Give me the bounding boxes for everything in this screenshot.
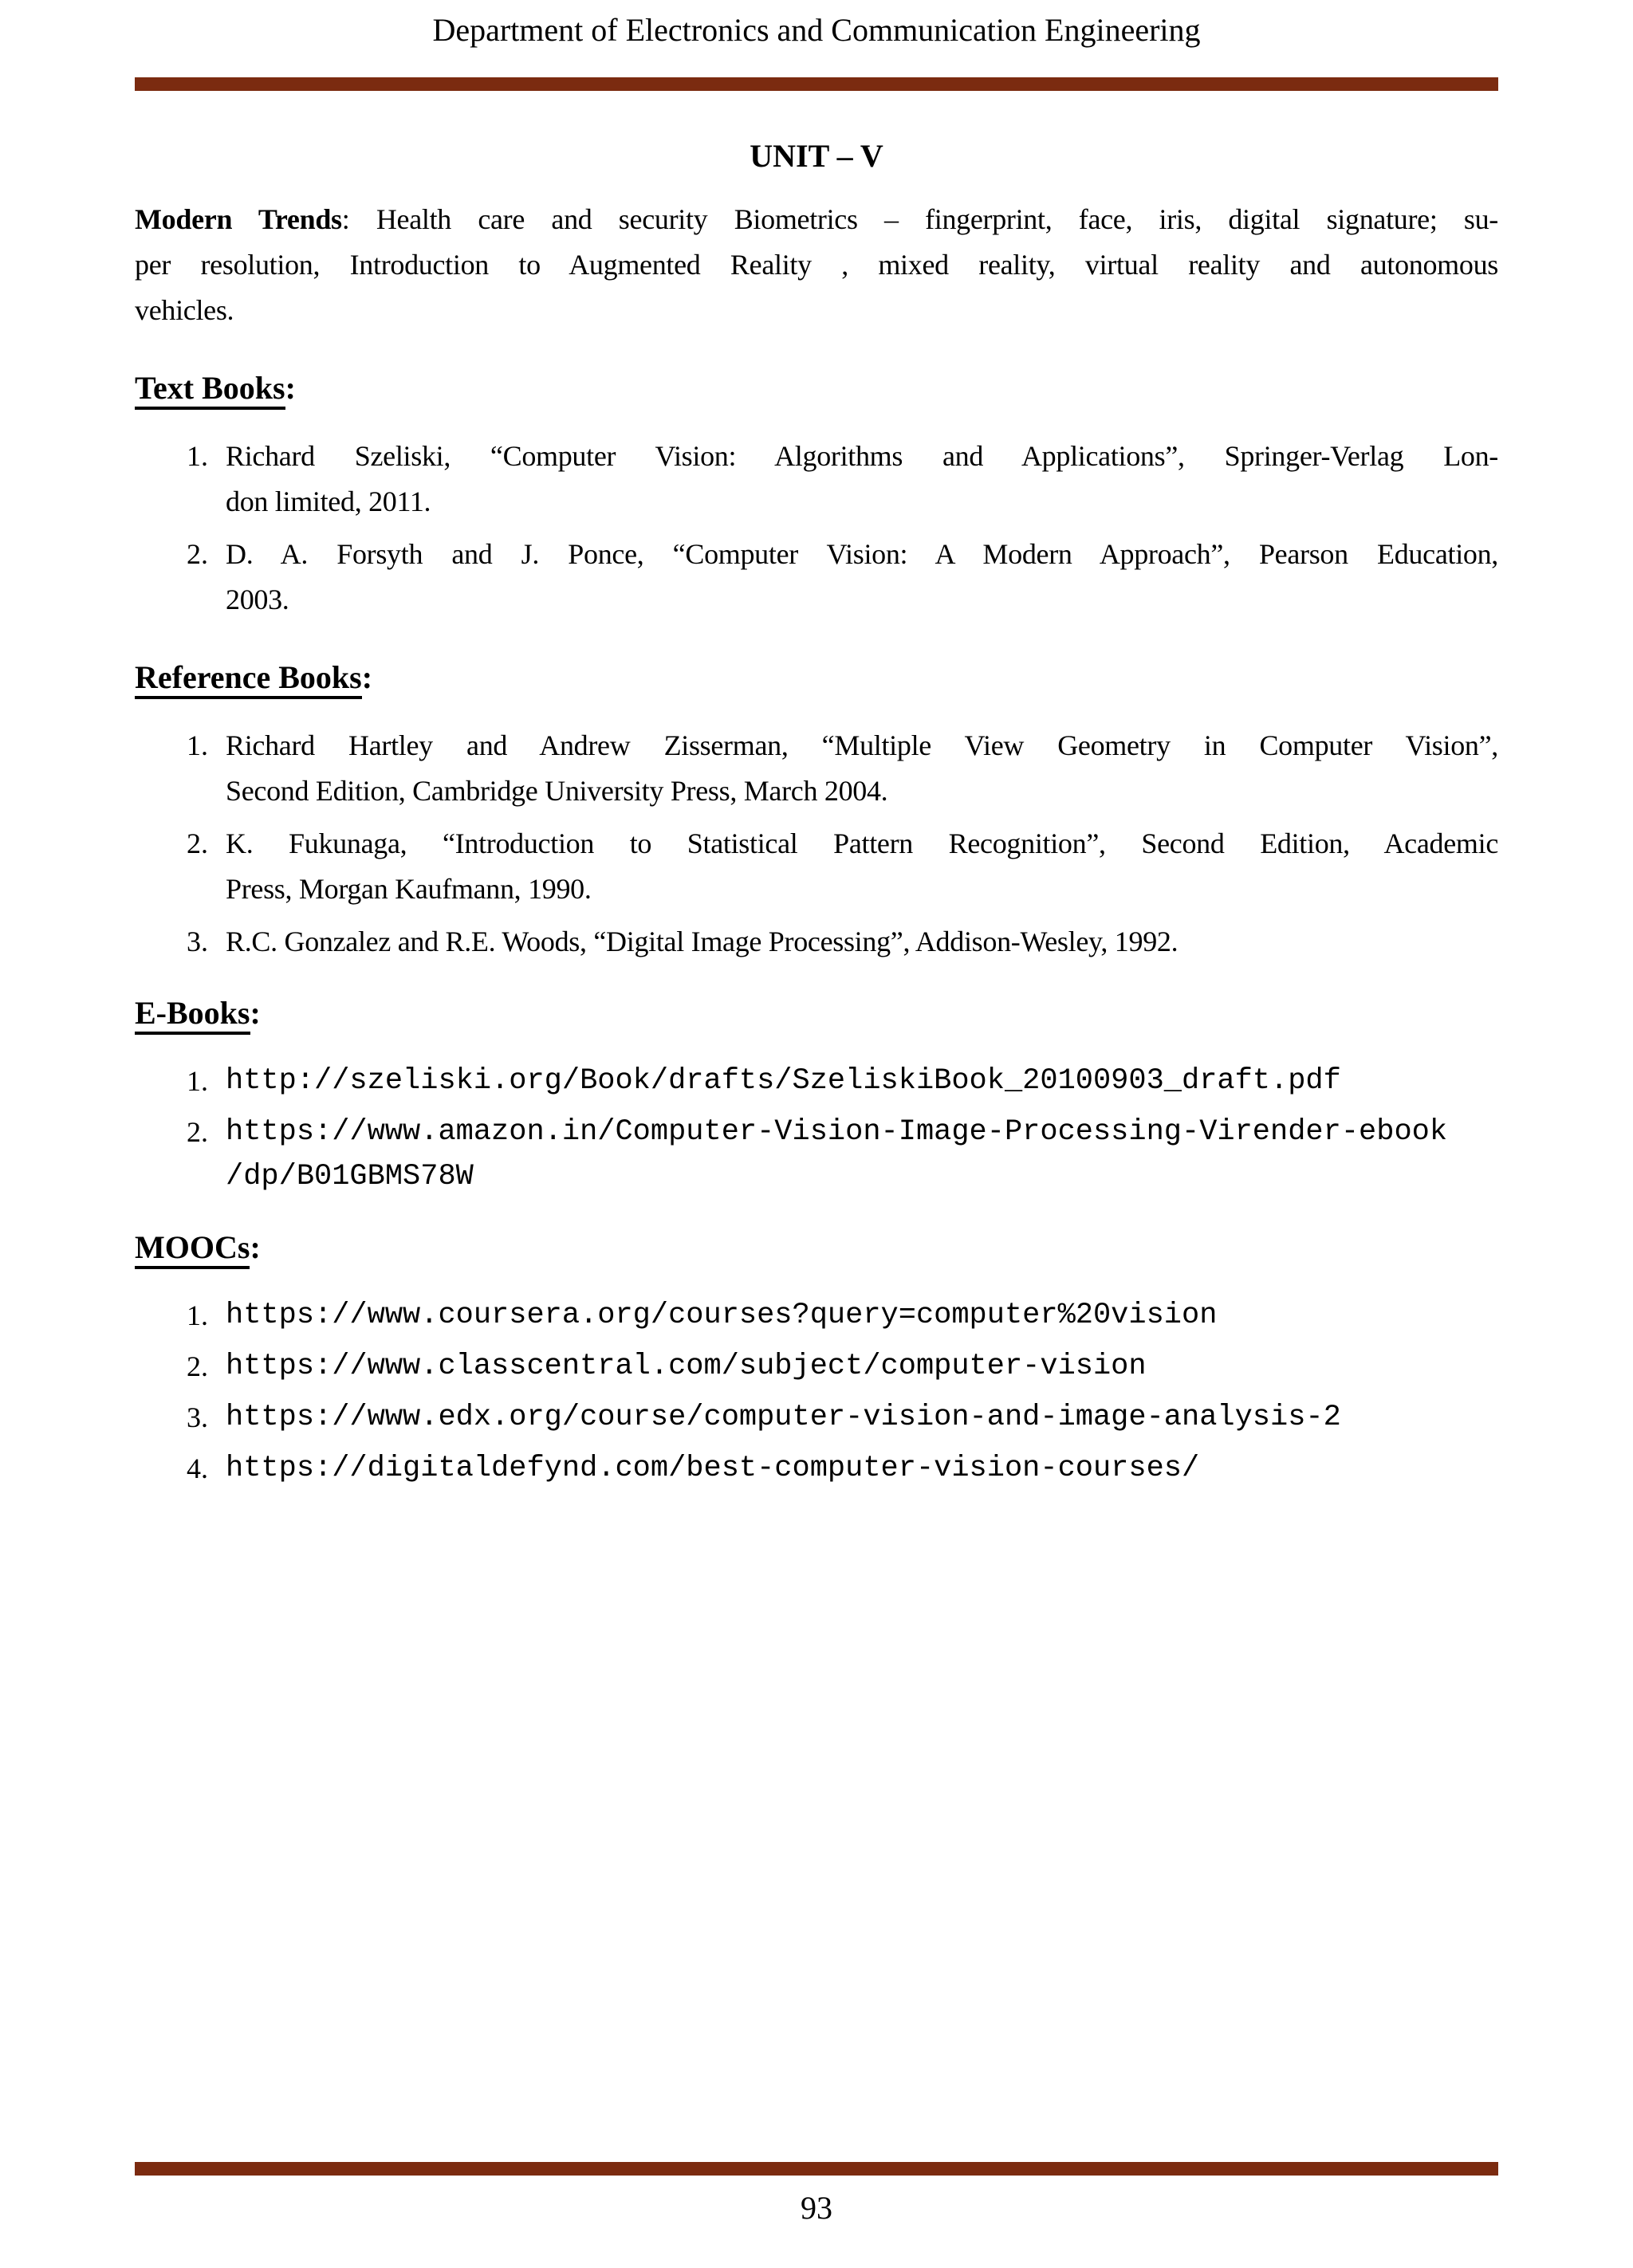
book-reference-line: Press, Morgan Kaufmann, 1990. xyxy=(226,873,592,905)
list-item xyxy=(135,919,1498,965)
paragraph-line: vehicles. xyxy=(135,294,234,326)
url-text[interactable]: https://www.edx.org/course/computer-vision-and-image-analysis-2 xyxy=(226,1401,1341,1434)
item-number: 1. xyxy=(187,729,208,761)
item-number: 3. xyxy=(187,1401,208,1433)
item-number: 2. xyxy=(187,1116,208,1148)
list-item xyxy=(135,1059,1498,1103)
modern-trends-paragraph xyxy=(135,197,1498,333)
item-text xyxy=(226,723,1498,814)
book-reference-line: K. Fukunaga, “Introduction to Statistical Pattern Recognition”, Second Edition, Academic xyxy=(226,827,1498,859)
item-text xyxy=(226,1059,1498,1103)
moocs-list xyxy=(135,1293,1498,1491)
list-item xyxy=(135,1293,1498,1338)
heading-label: Text Books xyxy=(135,370,285,410)
footer-rule xyxy=(135,2162,1498,2176)
unit-title: UNIT – V xyxy=(750,138,883,174)
section-moocs xyxy=(135,1228,1498,1491)
url-text[interactable]: https://www.coursera.org/courses?query=computer%20vision xyxy=(226,1299,1218,1332)
item-number: 3. xyxy=(187,926,208,957)
item-text xyxy=(226,1395,1498,1440)
url-text[interactable]: http://szeliski.org/Book/drafts/SzeliskiBook_20100903_draft.pdf xyxy=(226,1064,1341,1098)
book-reference-line: don limited, 2011. xyxy=(226,485,431,517)
page-number: 93 xyxy=(801,2190,832,2226)
section-reference-books xyxy=(135,658,1498,965)
item-text xyxy=(226,1110,1498,1199)
book-reference-line: Richard Hartley and Andrew Zisserman, “Multiple View Geometry in Computer Vision”, xyxy=(226,729,1498,761)
item-number: 2. xyxy=(187,1350,208,1382)
item-number: 2. xyxy=(187,538,208,570)
list-item xyxy=(135,1110,1498,1199)
text-books-list xyxy=(135,434,1498,623)
book-reference-line: Richard Szeliski, “Computer Vision: Algorithms and Applications”, Springer-Verlag Lon- xyxy=(226,440,1498,472)
heading-colon: : xyxy=(285,370,296,406)
list-item xyxy=(135,723,1498,814)
list-item xyxy=(135,821,1498,912)
paragraph-label: Modern Trends xyxy=(135,203,342,235)
item-text xyxy=(226,532,1498,623)
list-item xyxy=(135,1344,1498,1389)
paragraph-line: Modern Trends: Health care and security Biometrics – fingerprint, face, iris, digital signature; su- xyxy=(135,203,1498,235)
item-text xyxy=(226,434,1498,525)
item-text xyxy=(226,1446,1498,1491)
heading-label: E-Books xyxy=(135,995,250,1035)
section-text-books xyxy=(135,368,1498,623)
header-rule xyxy=(135,77,1498,91)
header-title: Department of Electronics and Communication Engineering xyxy=(432,12,1201,48)
book-reference-line: D. A. Forsyth and J. Ponce, “Computer Vision: A Modern Approach”, Pearson Education, xyxy=(226,538,1498,570)
heading-colon: : xyxy=(361,659,373,695)
book-reference-line: Second Edition, Cambridge University Press, March 2004. xyxy=(226,775,888,807)
book-reference-line: 2003. xyxy=(226,584,289,615)
section-heading-e-books xyxy=(135,993,1498,1033)
heading-label: MOOCs xyxy=(135,1229,250,1269)
section-heading-reference-books xyxy=(135,658,1498,698)
section-heading-moocs xyxy=(135,1228,1498,1268)
item-number: 1. xyxy=(187,440,208,472)
item-text xyxy=(226,1293,1498,1338)
list-item xyxy=(135,1446,1498,1491)
list-item xyxy=(135,1395,1498,1440)
paragraph-line: per resolution, Introduction to Augmented Reality , mixed reality, virtual reality and autonomous xyxy=(135,249,1498,281)
url-text[interactable]: https://digitaldefynd.com/best-computer-vision-courses/ xyxy=(226,1452,1200,1485)
reference-books-list xyxy=(135,723,1498,965)
book-reference-line: R.C. Gonzalez and R.E. Woods, “Digital Image Processing”, Addison-Wesley, 1992. xyxy=(226,926,1179,957)
item-number: 1. xyxy=(187,1299,208,1331)
item-text xyxy=(226,919,1498,965)
url-text[interactable]: /dp/B01GBMS78W xyxy=(226,1160,474,1193)
heading-colon: : xyxy=(250,1229,261,1265)
item-text xyxy=(226,1344,1498,1389)
section-e-books xyxy=(135,993,1498,1199)
e-books-list xyxy=(135,1059,1498,1199)
heading-label: Reference Books xyxy=(135,659,362,699)
list-item xyxy=(135,532,1498,623)
url-text[interactable]: https://www.classcentral.com/subject/computer-vision xyxy=(226,1350,1147,1383)
heading-colon: : xyxy=(250,995,261,1031)
item-number: 1. xyxy=(187,1065,208,1097)
item-number: 4. xyxy=(187,1452,208,1484)
list-item xyxy=(135,434,1498,525)
section-heading-text-books xyxy=(135,368,1498,408)
item-number: 2. xyxy=(187,827,208,859)
url-text[interactable]: https://www.amazon.in/Computer-Vision-Image-Processing-Virender-ebook xyxy=(226,1115,1448,1149)
item-text xyxy=(226,821,1498,912)
